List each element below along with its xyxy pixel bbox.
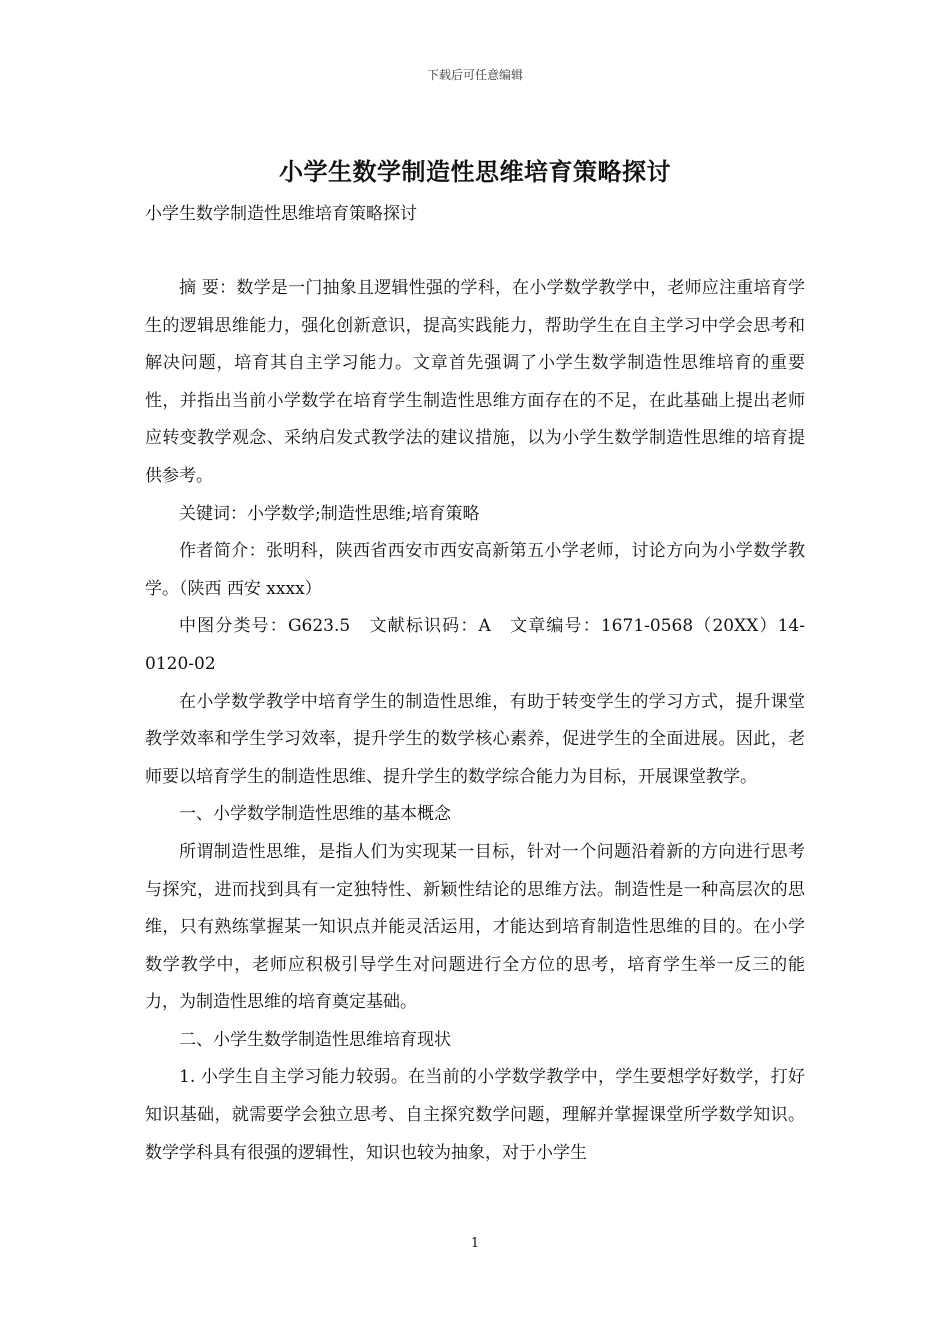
document-subtitle: 小学生数学制造性思维培育策略探讨 <box>145 204 417 224</box>
abstract-paragraph: 摘 要：数学是一门抽象且逻辑性强的学科，在小学数学教学中，老师应注重培育学生的逻辑思维能力，强化创新意识，提高实践能力，帮助学生在自主学习中学会思考和解决问题，培育其自主学习能力。文章首先强调了小学生数学制造性思维培育的重要性，并指出当前小学数学在培育学生制造性思维方面存在的不足，在此基础上提出老师应转变教学观念、采纳启发式教学法的建议措施，以为小学生数学制造性思维的培育提供参考。 <box>145 278 805 486</box>
classification-paragraph: 中图分类号：G623.5 文献标识码：A 文章编号：1671-0568（20XX）14-0120-02 <box>145 616 805 674</box>
section-1-paragraph: 所谓制造性思维，是指人们为实现某一目标，针对一个问题沿着新的方向进行思考与探究，进而找到具有一定独特性、新颖性结论的思维方法。制造性是一种高层次的思维，只有熟练掌握某一知识点并能灵活运用，才能达到培育制造性思维的目的。在小学数学教学中，老师应积极引导学生对问题进行全方位的思考，培育学生举一反三的能力，为制造性思维的培育奠定基础。 <box>145 841 805 1013</box>
page-number: 1 <box>470 1236 480 1251</box>
intro-paragraph: 在小学数学教学中培育学生的制造性思维，有助于转变学生的学习方式，提升课堂教学效率和学生学习效率，提升学生的数学核心素养，促进学生的全面进展。因此，老师要以培育学生的制造性思维、提升学生的数学综合能力为目标，开展课堂教学。 <box>145 691 805 787</box>
section-heading-2: 二、小学生数学制造性思维培育现状 <box>179 1029 451 1050</box>
section-heading-1: 一、小学数学制造性思维的基本概念 <box>179 804 451 825</box>
keywords-paragraph: 关键词：小学数学;制造性思维;培育策略 <box>179 503 480 524</box>
body-text <box>145 270 805 1172</box>
header-note: 下载后可任意编辑 <box>426 68 523 82</box>
document-title: 小学生数学制造性思维培育策略探讨 <box>279 157 671 186</box>
author-paragraph: 作者简介：张明科，陕西省西安市西安高新第五小学老师，讨论方向为小学数学教学。（陕西 西安 xxxx） <box>145 541 805 599</box>
section-2-paragraph: 1. 小学生自主学习能力较弱。在当前的小学数学教学中，学生要想学好数学，打好知识基础，就需要学会独立思考、自主探究数学问题，理解并掌握课堂所学数学知识。数学学科具有很强的逻辑性，知识也较为抽象，对于小学生 <box>145 1067 805 1163</box>
